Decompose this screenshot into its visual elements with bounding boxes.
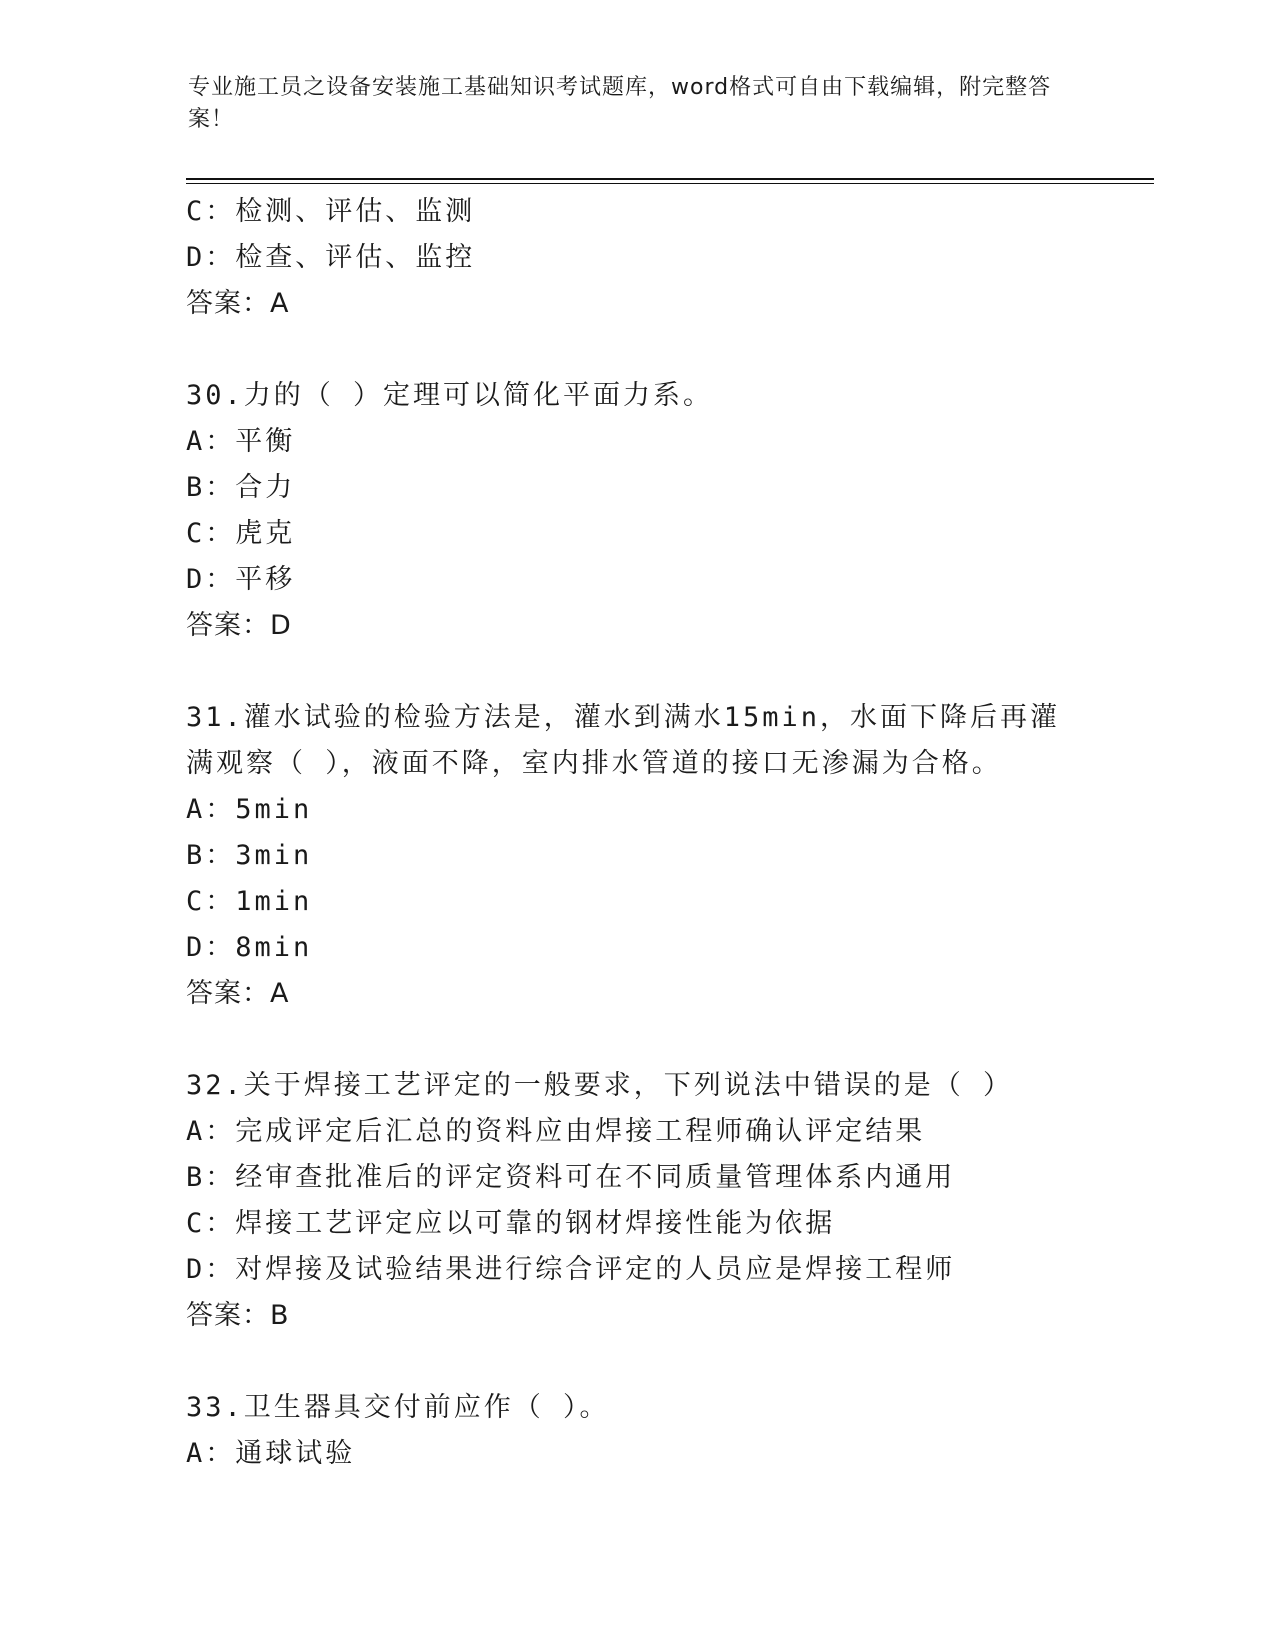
- spacer: [186, 1017, 1086, 1063]
- answer-label: 答案：D: [186, 610, 292, 641]
- document-header: 专业施工员之设备安装施工基础知识考试题库，word格式可自由下载编辑，附完整答案！: [188, 75, 1052, 132]
- spacer: [186, 1339, 1086, 1385]
- option-a: A：通球试验: [186, 1438, 356, 1469]
- question-29-tail: [186, 189, 1086, 327]
- question-stem: 33.卫生器具交付前应作（ ）。: [186, 1392, 610, 1423]
- option-d: D：对焊接及试验结果进行综合评定的人员应是焊接工程师: [186, 1254, 956, 1285]
- header-divider-thick: [186, 178, 1154, 180]
- option-c: C：焊接工艺评定应以可靠的钢材焊接性能为依据: [186, 1208, 836, 1239]
- spacer: [186, 649, 1086, 695]
- question-32: [186, 1063, 1086, 1339]
- option-c: C：虎克: [186, 518, 296, 549]
- option-b: B：经审查批准后的评定资料可在不同质量管理体系内通用: [186, 1162, 956, 1193]
- option-a: A：完成评定后汇总的资料应由焊接工程师确认评定结果: [186, 1116, 926, 1147]
- question-33: [186, 1385, 1086, 1477]
- answer-label: 答案：A: [186, 288, 290, 319]
- option-b: B：合力: [186, 472, 296, 503]
- question-stem: 31.灌水试验的检验方法是，灌水到满水15min，水面下降后再灌满观察（ ），液面不降，室内排水管道的接口无渗漏为合格。: [186, 702, 1061, 779]
- option-c: C：1min: [186, 886, 313, 917]
- header-divider-thin: [186, 183, 1154, 184]
- question-list: [186, 189, 1086, 1477]
- answer-label: 答案：B: [186, 1300, 290, 1331]
- option-d: D：平移: [186, 564, 296, 595]
- option-d: D：检查、评估、监控: [186, 242, 476, 273]
- question-stem: 30.力的（ ）定理可以简化平面力系。: [186, 380, 714, 411]
- option-a: A：5min: [186, 794, 313, 825]
- answer-label: 答案：A: [186, 978, 290, 1009]
- option-c: C：检测、评估、监测: [186, 196, 476, 227]
- question-30: [186, 373, 1086, 649]
- question-stem: 32.关于焊接工艺评定的一般要求，下列说法中错误的是（ ）: [186, 1070, 1014, 1101]
- question-31: [186, 695, 1086, 1017]
- option-b: B：3min: [186, 840, 313, 871]
- option-a: A：平衡: [186, 426, 296, 457]
- option-d: D：8min: [186, 932, 313, 963]
- spacer: [186, 327, 1086, 373]
